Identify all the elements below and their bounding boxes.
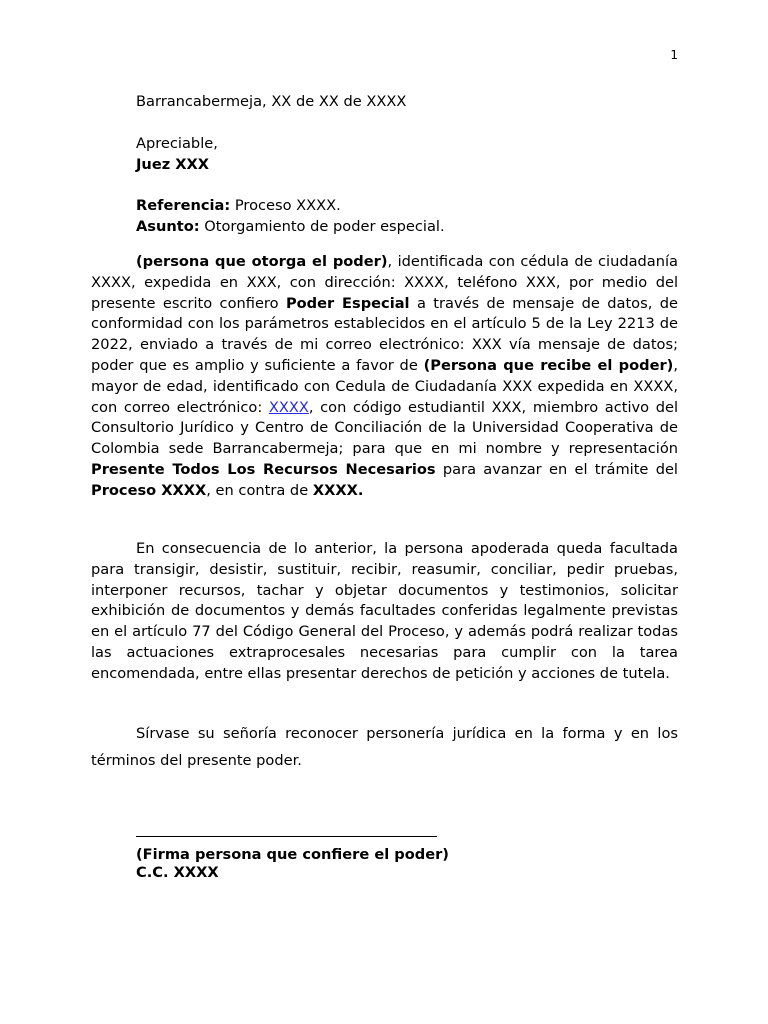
paragraph3-text: Sírvase su señoría reconocer personería jurídica en la forma y en los términos del presente poder. — [91, 725, 678, 769]
paragraph-grant-of-power — [91, 252, 678, 502]
subject-line — [136, 216, 445, 237]
reference-value: Proceso XXXX. — [230, 197, 341, 214]
reference-line — [136, 195, 341, 216]
paragraph1-text: , con código estudiantil XXX, miembro activo del Consultorio Jurídico y Centro de Conciliación de la Universidad Cooperativa de Colombia sede Barrancabermeja; para que en mi nombre y representación — [91, 398, 678, 458]
subject-value: Otorgamiento de poder especial. — [199, 218, 445, 235]
paragraph1-text: , identificada con cédula de ciudadanía XXXX, expedida en XXX, con dirección: XXXX, teléfono XXX, por medio del presente escrito confiero — [91, 253, 678, 312]
paragraph2-text: En consecuencia de lo anterior, la persona apoderada queda facultada para transigir, desistir, sustituir, recibir, reasumir, conciliar, pedir pruebas, interponer recursos, tachar y objetar documentos y testimonios, solicitar exhibición de documentos y demás facultades conferidas legalmente previstas en el artículo 77 del Código General del Proceso, y además podrá realizar todas las actuaciones extraprocesales necesarias para cumplir con la tarea encomendada, entre ellas presentar derechos de petición y acciones de tutela. — [91, 540, 678, 682]
paragraph1-text: , en contra de — [206, 481, 313, 499]
salutation: Apreciable, — [136, 135, 218, 152]
paragraph1-text: para avanzar en el trámite del — [435, 460, 678, 478]
against-party: XXXX. — [312, 481, 364, 499]
signature-id: C.C. XXXX — [136, 864, 219, 881]
paragraph1-text: a través de mensaje de datos, de conformidad con los parámetros establecidos en el artículo 5 de la Ley 2213 de 2022, enviado a través de mi correo electrónico: XXX vía mensaje de datos; poder que es amplio y suficiente a favor de — [91, 294, 678, 374]
proceso-term: Proceso XXXX — [91, 481, 207, 499]
paragraph-faculties — [91, 539, 678, 685]
recursos-term: Presente Todos Los Recursos Necesarios — [91, 460, 436, 478]
paragraph-closing — [91, 720, 678, 774]
paragraph1-text: , mayor de edad, identificado con Cedula de Ciudadanía XXX expedida en XXXX, con correo electrónico: — [91, 356, 678, 416]
addressee: Juez XXX — [136, 156, 210, 173]
reference-label: Referencia: — [136, 197, 231, 214]
grantee-placeholder: (Persona que recibe el poder) — [423, 356, 674, 374]
signature-line — [136, 836, 437, 837]
page-number: 1 — [670, 48, 678, 62]
place-date: Barrancabermeja, XX de XX de XXXX — [136, 93, 407, 110]
signature-name: (Firma persona que confiere el poder) — [136, 846, 449, 863]
subject-label: Asunto: — [136, 218, 200, 235]
poder-especial-term: Poder Especial — [285, 294, 410, 312]
email-link[interactable]: XXXX — [268, 398, 309, 416]
grantor-placeholder: (persona que otorga el poder) — [136, 253, 388, 270]
